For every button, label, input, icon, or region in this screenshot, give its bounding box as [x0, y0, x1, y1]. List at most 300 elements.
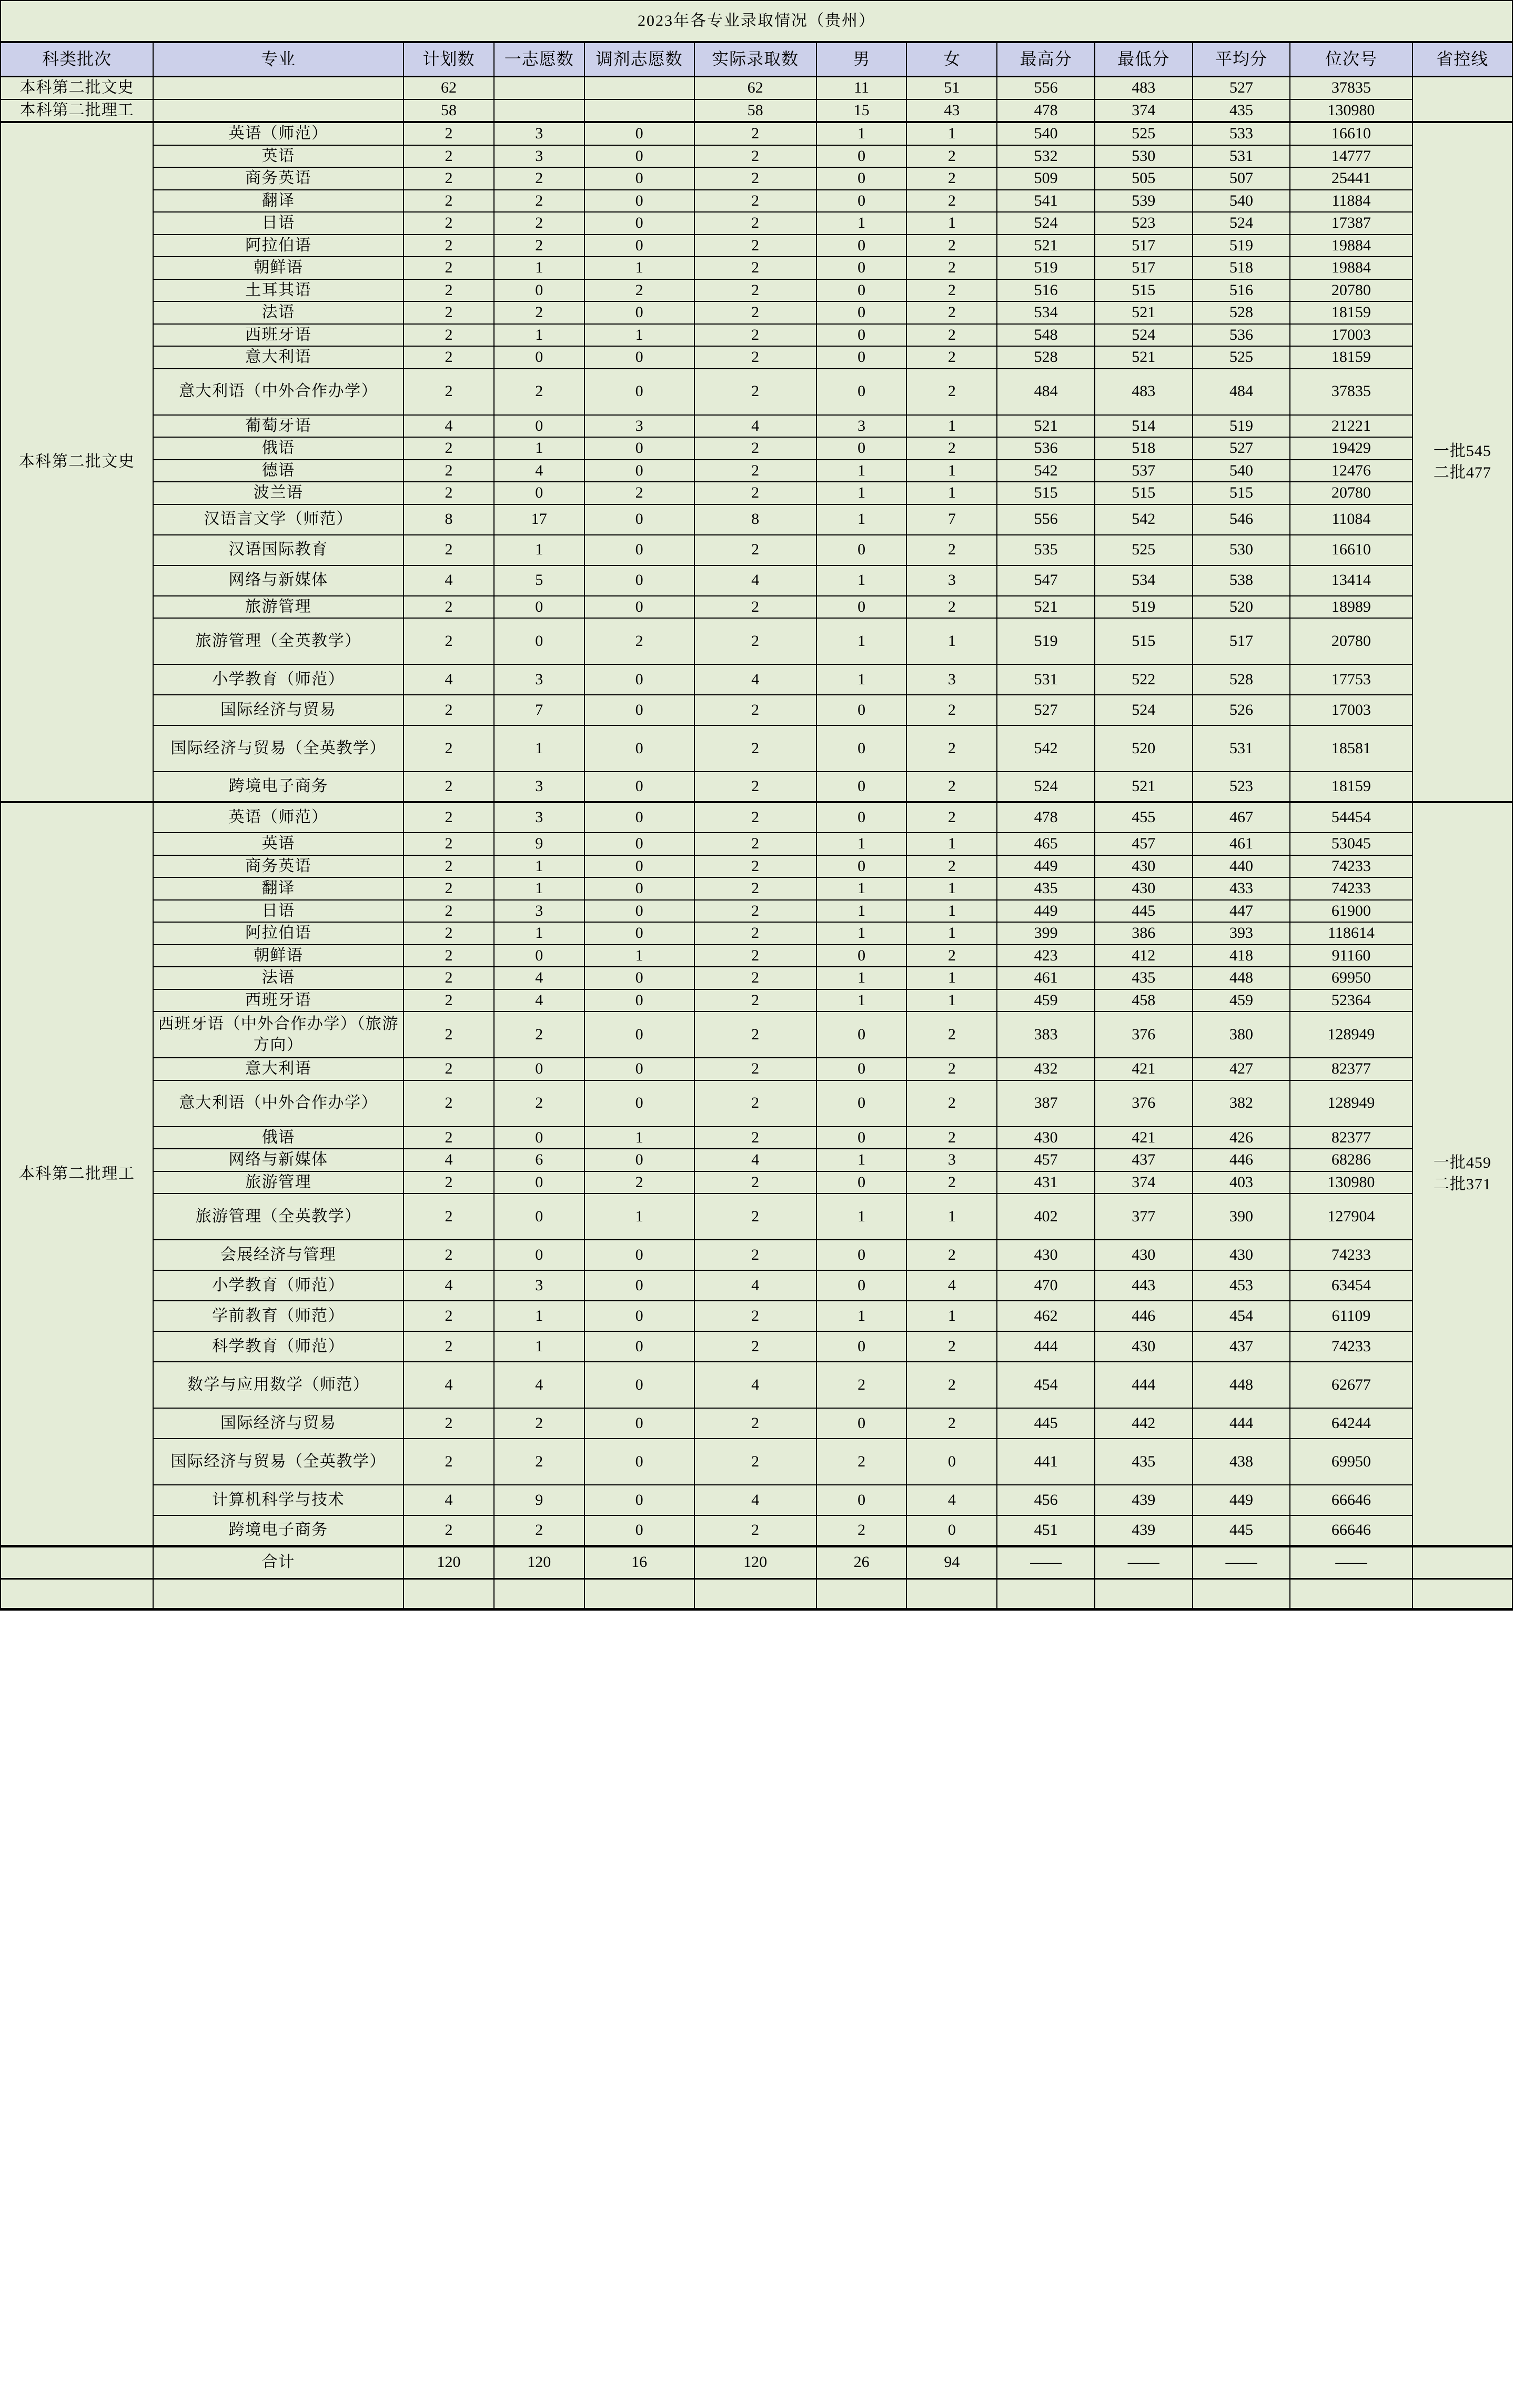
cell-plan: 2 [404, 695, 494, 725]
cell-rank: 62677 [1290, 1362, 1412, 1408]
cell-plan: 2 [404, 1127, 494, 1149]
cell-rank: 13414 [1290, 565, 1412, 596]
cell-first_choice: 2 [494, 235, 584, 257]
cell-avg: 390 [1193, 1193, 1290, 1240]
cell-adjust: 0 [584, 1515, 694, 1546]
cell-male: 3 [816, 415, 907, 438]
cell-plan: 2 [404, 145, 494, 168]
cell-first_choice [494, 77, 584, 99]
cell-avg: 427 [1193, 1058, 1290, 1080]
table-row [1, 167, 1512, 190]
major-name: 俄语 [153, 437, 404, 460]
cell-rank: 61900 [1290, 900, 1412, 923]
cell-actual: 2 [694, 482, 816, 504]
cell-first_choice: 0 [494, 482, 584, 504]
cell-actual: 2 [694, 190, 816, 213]
cell-rank: 127904 [1290, 1193, 1412, 1240]
cell-avg: 403 [1193, 1171, 1290, 1194]
cell-female: 1 [906, 833, 997, 855]
major-name: 波兰语 [153, 482, 404, 504]
cell-plan: 58 [404, 99, 494, 123]
cell-actual: 2 [694, 945, 816, 967]
cell-plan: 2 [404, 1515, 494, 1546]
cell-male: 0 [816, 1270, 907, 1301]
cell-first_choice: 0 [494, 1240, 584, 1270]
cell-first_choice: 2 [494, 1515, 584, 1546]
cell-min: 483 [1095, 369, 1193, 415]
blank-cell [906, 1579, 997, 1609]
cell-avg: 540 [1193, 190, 1290, 213]
cell-actual: 2 [694, 167, 816, 190]
cell-max: 524 [997, 212, 1095, 235]
cell-max: 449 [997, 900, 1095, 923]
cell-actual: 2 [694, 1408, 816, 1439]
cell-rank: 18581 [1290, 725, 1412, 772]
cell-female: 2 [906, 855, 997, 878]
cell-max: 515 [997, 482, 1095, 504]
cell-min: 522 [1095, 664, 1193, 695]
cell-min: 518 [1095, 437, 1193, 460]
major-name: 跨境电子商务 [153, 1515, 404, 1546]
total-cell-min: —— [1095, 1546, 1193, 1579]
cell-max: 541 [997, 190, 1095, 213]
cell-max: 521 [997, 415, 1095, 438]
total-cell-first_choice: 120 [494, 1546, 584, 1579]
cell-male: 0 [816, 257, 907, 279]
cell-female: 2 [906, 1331, 997, 1362]
cell-plan: 62 [404, 77, 494, 99]
cell-female: 1 [906, 122, 997, 145]
cell-min: 520 [1095, 725, 1193, 772]
table-row [1, 695, 1512, 725]
cell-first_choice: 1 [494, 257, 584, 279]
cell-max: 532 [997, 145, 1095, 168]
column-header-11: 位次号 [1290, 42, 1412, 77]
major-name: 法语 [153, 301, 404, 324]
cell-male: 0 [816, 190, 907, 213]
table-row [1, 1270, 1512, 1301]
table-row [1, 190, 1512, 213]
cell-plan: 2 [404, 212, 494, 235]
cell-min: 521 [1095, 301, 1193, 324]
cell-plan: 4 [404, 1362, 494, 1408]
cell-max: 456 [997, 1485, 1095, 1515]
cell-plan: 4 [404, 1270, 494, 1301]
total-cell-actual: 120 [694, 1546, 816, 1579]
cell-first_choice: 1 [494, 725, 584, 772]
cell-max: 516 [997, 279, 1095, 302]
cell-min: 455 [1095, 802, 1193, 833]
cell-adjust: 0 [584, 877, 694, 900]
cell-first_choice: 0 [494, 1193, 584, 1240]
cell-min: 439 [1095, 1515, 1193, 1546]
table-row [1, 279, 1512, 302]
cell-adjust: 0 [584, 1270, 694, 1301]
cell-first_choice: 2 [494, 212, 584, 235]
cell-adjust: 0 [584, 1080, 694, 1127]
cell-max: 536 [997, 437, 1095, 460]
cell-male: 0 [816, 369, 907, 415]
cell-male: 0 [816, 1485, 907, 1515]
cell-plan: 2 [404, 460, 494, 482]
total-cell-avg: —— [1193, 1546, 1290, 1579]
cell-male: 1 [816, 922, 907, 945]
table-row [1, 1362, 1512, 1408]
cell-rank: 19884 [1290, 235, 1412, 257]
cell-avg: 517 [1193, 618, 1290, 664]
cell-female: 2 [906, 437, 997, 460]
cell-avg: 437 [1193, 1331, 1290, 1362]
cell-first_choice: 9 [494, 833, 584, 855]
cell-max: 542 [997, 460, 1095, 482]
section-category: 本科第二批理工 [1, 802, 153, 1546]
cell-first_choice: 4 [494, 989, 584, 1012]
column-header-10: 平均分 [1193, 42, 1290, 77]
cell-first_choice: 0 [494, 415, 584, 438]
major-name: 意大利语 [153, 346, 404, 369]
cell-min: 458 [1095, 989, 1193, 1012]
major-name [153, 77, 404, 99]
cell-adjust: 0 [584, 1439, 694, 1485]
cell-plan: 2 [404, 945, 494, 967]
cell-male: 1 [816, 618, 907, 664]
cell-male: 2 [816, 1439, 907, 1485]
cell-plan: 2 [404, 618, 494, 664]
major-name: 商务英语 [153, 167, 404, 190]
table-row [1, 989, 1512, 1012]
cell-female: 1 [906, 989, 997, 1012]
cell-first_choice: 2 [494, 301, 584, 324]
cell-male: 0 [816, 855, 907, 878]
column-header-5: 实际录取数 [694, 42, 816, 77]
table-row [1, 369, 1512, 415]
cell-first_choice: 2 [494, 1080, 584, 1127]
table-row [1, 596, 1512, 619]
table-row [1, 1301, 1512, 1331]
cell-max: 547 [997, 565, 1095, 596]
cell-rank: 82377 [1290, 1127, 1412, 1149]
cell-first_choice: 3 [494, 145, 584, 168]
cell-min: 517 [1095, 235, 1193, 257]
cell-actual: 2 [694, 279, 816, 302]
cell-avg: 538 [1193, 565, 1290, 596]
cell-max: 430 [997, 1127, 1095, 1149]
cell-avg: 449 [1193, 1485, 1290, 1515]
cell-max: 399 [997, 922, 1095, 945]
major-name: 德语 [153, 460, 404, 482]
major-name: 葡萄牙语 [153, 415, 404, 438]
cell-max: 445 [997, 1408, 1095, 1439]
cell-rank: 37835 [1290, 369, 1412, 415]
table-row [1, 1080, 1512, 1127]
cell-avg: 540 [1193, 460, 1290, 482]
cell-adjust: 0 [584, 802, 694, 833]
cell-plan: 2 [404, 535, 494, 565]
cell-rank: 18159 [1290, 772, 1412, 802]
blank-cell [1290, 1579, 1412, 1609]
cell-rank: 66646 [1290, 1515, 1412, 1546]
major-name: 日语 [153, 212, 404, 235]
cell-actual: 2 [694, 301, 816, 324]
cell-first_choice: 0 [494, 618, 584, 664]
cell-adjust: 0 [584, 1331, 694, 1362]
table-row [1, 565, 1512, 596]
cell-female: 43 [906, 99, 997, 123]
cell-rank: 12476 [1290, 460, 1412, 482]
column-header-12: 省控线 [1413, 42, 1513, 77]
cell-female: 1 [906, 967, 997, 989]
cell-avg: 528 [1193, 301, 1290, 324]
cell-rank: 91160 [1290, 945, 1412, 967]
cell-min: 437 [1095, 1149, 1193, 1171]
cell-rank: 130980 [1290, 1171, 1412, 1194]
cell-female: 0 [906, 1515, 997, 1546]
cell-min: 377 [1095, 1193, 1193, 1240]
cell-plan: 4 [404, 1149, 494, 1171]
cell-min: 457 [1095, 833, 1193, 855]
cell-max: 435 [997, 877, 1095, 900]
major-name: 阿拉伯语 [153, 235, 404, 257]
cell-max: 462 [997, 1301, 1095, 1331]
blank-cell [584, 1579, 694, 1609]
cell-actual: 2 [694, 695, 816, 725]
cell-rank: 69950 [1290, 967, 1412, 989]
cell-min: 524 [1095, 695, 1193, 725]
cell-avg: 444 [1193, 1408, 1290, 1439]
cell-female: 2 [906, 1127, 997, 1149]
table-row [1, 257, 1512, 279]
cell-first_choice: 3 [494, 900, 584, 923]
cell-actual: 4 [694, 1485, 816, 1515]
cell-rank: 74233 [1290, 1240, 1412, 1270]
cell-first_choice: 2 [494, 1011, 584, 1058]
cell-female: 2 [906, 1362, 997, 1408]
cell-plan: 2 [404, 1331, 494, 1362]
column-header-0: 科类批次 [1, 42, 153, 77]
cell-female: 1 [906, 415, 997, 438]
cell-min: 374 [1095, 1171, 1193, 1194]
cell-rank: 19429 [1290, 437, 1412, 460]
cell-male: 0 [816, 346, 907, 369]
cell-avg: 454 [1193, 1301, 1290, 1331]
cell-rank: 11884 [1290, 190, 1412, 213]
section-category: 本科第二批文史 [1, 122, 153, 802]
cell-min: 537 [1095, 460, 1193, 482]
cell-female: 2 [906, 190, 997, 213]
cell-actual: 2 [694, 1171, 816, 1194]
cell-adjust: 0 [584, 1485, 694, 1515]
cell-male: 2 [816, 1362, 907, 1408]
table-row [1, 900, 1512, 923]
cell-first_choice: 0 [494, 346, 584, 369]
blank-cell [1193, 1579, 1290, 1609]
cell-rank: 21221 [1290, 415, 1412, 438]
cell-first_choice: 3 [494, 664, 584, 695]
cell-avg: 418 [1193, 945, 1290, 967]
cell-plan: 2 [404, 1193, 494, 1240]
cell-avg: 382 [1193, 1080, 1290, 1127]
cell-female: 7 [906, 504, 997, 535]
cell-female: 3 [906, 664, 997, 695]
major-name: 汉语言文学（师范） [153, 504, 404, 535]
cell-max: 431 [997, 1171, 1095, 1194]
cell-max: 423 [997, 945, 1095, 967]
table-row [1, 618, 1512, 664]
blank-tail-row [1, 1579, 1512, 1609]
cell-first_choice: 3 [494, 1270, 584, 1301]
cell-min: 523 [1095, 212, 1193, 235]
cell-max: 478 [997, 99, 1095, 123]
cell-avg: 536 [1193, 324, 1290, 347]
cell-female: 3 [906, 1149, 997, 1171]
cell-avg: 516 [1193, 279, 1290, 302]
table-row [1, 504, 1512, 535]
cell-rank: 17753 [1290, 664, 1412, 695]
table-header-row [1, 42, 1512, 77]
table-row [1, 922, 1512, 945]
major-name: 日语 [153, 900, 404, 923]
table-row [1, 1485, 1512, 1515]
cell-female: 1 [906, 900, 997, 923]
table-row [1, 1331, 1512, 1362]
cell-rank: 17003 [1290, 324, 1412, 347]
cell-first_choice: 2 [494, 1408, 584, 1439]
cell-actual: 2 [694, 1080, 816, 1127]
major-name: 翻译 [153, 190, 404, 213]
cell-max: 509 [997, 167, 1095, 190]
total-spacer [1, 1546, 153, 1579]
cell-actual: 2 [694, 535, 816, 565]
cell-rank: 66646 [1290, 1485, 1412, 1515]
cell-male: 0 [816, 279, 907, 302]
cell-avg: 440 [1193, 855, 1290, 878]
table-row [1, 122, 1512, 145]
major-name: 英语（师范） [153, 122, 404, 145]
cell-female: 2 [906, 167, 997, 190]
cell-male: 0 [816, 1331, 907, 1362]
cell-female: 2 [906, 1011, 997, 1058]
cell-adjust: 0 [584, 596, 694, 619]
cell-rank: 128949 [1290, 1080, 1412, 1127]
table-row [1, 535, 1512, 565]
cell-adjust: 0 [584, 504, 694, 535]
cell-max: 521 [997, 235, 1095, 257]
table-row [1, 437, 1512, 460]
cell-min: 515 [1095, 482, 1193, 504]
cell-min: 444 [1095, 1362, 1193, 1408]
cell-avg: 430 [1193, 1240, 1290, 1270]
major-name: 旅游管理 [153, 596, 404, 619]
major-name: 网络与新媒体 [153, 565, 404, 596]
title-row [1, 1, 1512, 42]
table-row [1, 235, 1512, 257]
cell-min: 421 [1095, 1058, 1193, 1080]
cell-rank: 18989 [1290, 596, 1412, 619]
cell-min: 412 [1095, 945, 1193, 967]
cell-actual: 2 [694, 1240, 816, 1270]
cell-first_choice: 1 [494, 437, 584, 460]
table-row [1, 1127, 1512, 1149]
cell-actual: 2 [694, 324, 816, 347]
cell-female: 4 [906, 1270, 997, 1301]
cell-plan: 2 [404, 190, 494, 213]
cell-avg: 523 [1193, 772, 1290, 802]
cell-male: 0 [816, 1240, 907, 1270]
column-header-9: 最低分 [1095, 42, 1193, 77]
cell-actual: 4 [694, 1362, 816, 1408]
cell-rank: 16610 [1290, 535, 1412, 565]
cell-avg: 524 [1193, 212, 1290, 235]
cell-avg: 519 [1193, 235, 1290, 257]
cell-max: 461 [997, 967, 1095, 989]
cell-male: 15 [816, 99, 907, 123]
cell-female: 2 [906, 257, 997, 279]
cell-max: 402 [997, 1193, 1095, 1240]
cell-first_choice: 0 [494, 279, 584, 302]
table-row [1, 460, 1512, 482]
cell-female: 2 [906, 1058, 997, 1080]
cell-first_choice: 2 [494, 369, 584, 415]
cell-max: 451 [997, 1515, 1095, 1546]
cell-first_choice: 0 [494, 1058, 584, 1080]
cell-min: 525 [1095, 535, 1193, 565]
table-row [1, 301, 1512, 324]
cell-adjust: 0 [584, 1240, 694, 1270]
cell-avg: 520 [1193, 596, 1290, 619]
cell-avg: 467 [1193, 802, 1290, 833]
cell-adjust: 0 [584, 772, 694, 802]
cell-actual: 2 [694, 1058, 816, 1080]
cell-female: 2 [906, 301, 997, 324]
batch-summary-row [1, 77, 1512, 99]
province-control-line [1413, 77, 1513, 123]
table-row [1, 415, 1512, 438]
table-row [1, 967, 1512, 989]
cell-first_choice [494, 99, 584, 123]
cell-min: 534 [1095, 565, 1193, 596]
cell-avg: 453 [1193, 1270, 1290, 1301]
cell-rank: 11084 [1290, 504, 1412, 535]
cell-min: 539 [1095, 190, 1193, 213]
cell-first_choice: 4 [494, 460, 584, 482]
table-row [1, 1058, 1512, 1080]
cell-male: 0 [816, 235, 907, 257]
cell-adjust: 1 [584, 1193, 694, 1240]
cell-male: 0 [816, 301, 907, 324]
cell-male: 1 [816, 664, 907, 695]
cell-avg: 546 [1193, 504, 1290, 535]
cell-plan: 2 [404, 301, 494, 324]
cell-avg: 530 [1193, 535, 1290, 565]
cell-max: 528 [997, 346, 1095, 369]
batch-summary-row [1, 99, 1512, 123]
cell-avg: 531 [1193, 725, 1290, 772]
major-name: 跨境电子商务 [153, 772, 404, 802]
cell-rank: 17003 [1290, 695, 1412, 725]
major-name: 朝鲜语 [153, 945, 404, 967]
cell-adjust [584, 77, 694, 99]
cell-actual: 2 [694, 618, 816, 664]
cell-first_choice: 1 [494, 855, 584, 878]
cell-female: 4 [906, 1485, 997, 1515]
cell-max: 430 [997, 1240, 1095, 1270]
cell-actual: 2 [694, 145, 816, 168]
cell-adjust: 0 [584, 535, 694, 565]
cell-adjust: 0 [584, 725, 694, 772]
cell-rank: 14777 [1290, 145, 1412, 168]
cell-max: 556 [997, 504, 1095, 535]
cell-rank: 130980 [1290, 99, 1412, 123]
